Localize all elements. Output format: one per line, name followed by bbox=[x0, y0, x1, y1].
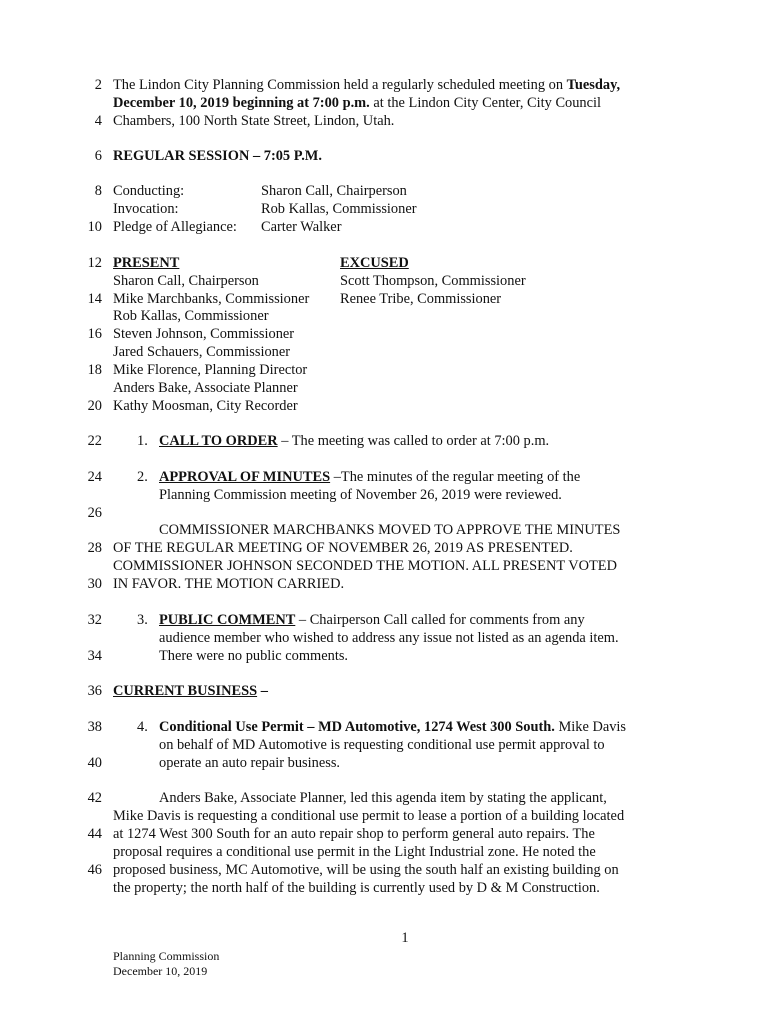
line-number: 26 bbox=[87, 505, 102, 521]
role-label: Pledge of Allegiance: bbox=[113, 219, 237, 235]
item-line: operate an auto repair business. bbox=[159, 755, 341, 771]
excused-name: Scott Thompson, Commissioner bbox=[340, 273, 526, 289]
present-name: Mike Marchbanks, Commissioner bbox=[113, 291, 310, 307]
item-text: –The minutes of the regular meeting of the bbox=[330, 469, 581, 485]
line-number: 40 bbox=[87, 755, 102, 771]
intro-line: Chambers, 100 North State Street, Lindon, Utah. bbox=[113, 113, 395, 129]
line-number: 14 bbox=[87, 291, 102, 307]
item-line bbox=[159, 611, 585, 629]
item-text: Mike Davis bbox=[554, 719, 627, 735]
role-label: Conducting: bbox=[113, 183, 185, 199]
item-line bbox=[159, 718, 626, 736]
line-number: 2 bbox=[94, 77, 102, 93]
current-business-heading bbox=[113, 682, 268, 700]
regular-session-heading: REGULAR SESSION – 7:05 P.M. bbox=[113, 148, 322, 164]
excused-heading: EXCUSED bbox=[340, 255, 409, 271]
role-label: Invocation: bbox=[113, 201, 179, 217]
item-number: 3. bbox=[137, 612, 148, 628]
paragraph-line: Anders Bake, Associate Planner, led this agenda item by stating the applicant, bbox=[159, 790, 607, 806]
line-number: 8 bbox=[94, 183, 102, 199]
line-number: 42 bbox=[87, 790, 102, 806]
present-name: Sharon Call, Chairperson bbox=[113, 273, 259, 289]
role-value: Rob Kallas, Commissioner bbox=[261, 201, 417, 217]
intro-text: at the Lindon City Center, City Council bbox=[369, 95, 602, 111]
paragraph-line: the property; the north half of the building is currently used by D & M Construction. bbox=[113, 880, 600, 896]
intro-line bbox=[113, 94, 601, 112]
item-text: – The meeting was called to order at 7:00 p.m. bbox=[277, 433, 550, 449]
item-text: – Chairperson Call called for comments from any bbox=[295, 612, 585, 628]
item-line: Planning Commission meeting of November 26, 2019 were reviewed. bbox=[159, 487, 562, 503]
section-title: CURRENT BUSINESS bbox=[113, 683, 258, 699]
item-title: PUBLIC COMMENT bbox=[159, 612, 296, 628]
item-line: There were no public comments. bbox=[159, 648, 349, 664]
present-name: Steven Johnson, Commissioner bbox=[113, 326, 295, 342]
motion-line: COMMISSIONER JOHNSON SECONDED THE MOTION. ALL PRESENT VOTED bbox=[113, 558, 617, 574]
line-number: 6 bbox=[94, 148, 102, 164]
line-number: 18 bbox=[87, 362, 102, 378]
role-value: Carter Walker bbox=[261, 219, 342, 235]
present-name: Mike Florence, Planning Director bbox=[113, 362, 308, 378]
line-number: 32 bbox=[87, 612, 102, 628]
item-title: CALL TO ORDER bbox=[159, 433, 278, 449]
meeting-day: Tuesday, bbox=[566, 77, 621, 93]
line-number: 38 bbox=[87, 719, 102, 735]
motion-line: OF THE REGULAR MEETING OF NOVEMBER 26, 2019 AS PRESENTED. bbox=[113, 540, 573, 556]
item-number: 1. bbox=[137, 433, 148, 449]
item-title: APPROVAL OF MINUTES bbox=[159, 469, 331, 485]
footer-date: December 10, 2019 bbox=[113, 964, 208, 978]
present-name: Anders Bake, Associate Planner bbox=[113, 380, 298, 396]
line-number: 44 bbox=[87, 826, 102, 842]
paragraph-line: Mike Davis is requesting a conditional use permit to lease a portion of a building located bbox=[113, 808, 625, 824]
paragraph-line: proposed business, MC Automotive, will be using the south half an existing building on bbox=[113, 862, 619, 878]
section-suffix: – bbox=[257, 683, 268, 699]
line-number: 10 bbox=[87, 219, 102, 235]
line-number: 20 bbox=[87, 398, 102, 414]
item-number: 2. bbox=[137, 469, 148, 485]
line-number: 34 bbox=[87, 648, 102, 664]
line-number: 30 bbox=[87, 576, 102, 592]
present-heading: PRESENT bbox=[113, 255, 180, 271]
line-number: 24 bbox=[87, 469, 102, 485]
excused-name: Renee Tribe, Commissioner bbox=[340, 291, 502, 307]
role-value: Sharon Call, Chairperson bbox=[261, 183, 407, 199]
item-line: audience member who wished to address any issue not listed as an agenda item. bbox=[159, 630, 619, 646]
line-number: 16 bbox=[87, 326, 102, 342]
paragraph-line: proposal requires a conditional use permit in the Light Industrial zone. He noted the bbox=[113, 844, 596, 860]
motion-line: IN FAVOR. THE MOTION CARRIED. bbox=[113, 576, 345, 592]
intro-line bbox=[113, 76, 620, 94]
present-name: Jared Schauers, Commissioner bbox=[113, 344, 291, 360]
item-line bbox=[159, 432, 549, 450]
meeting-date-time: December 10, 2019 beginning at 7:00 p.m. bbox=[113, 95, 370, 111]
present-name: Rob Kallas, Commissioner bbox=[113, 308, 269, 324]
line-number: 4 bbox=[94, 113, 102, 129]
line-number: 28 bbox=[87, 540, 102, 556]
paragraph-line: at 1274 West 300 South for an auto repair shop to perform general auto repairs. The bbox=[113, 826, 595, 842]
page-number: 1 bbox=[401, 930, 409, 946]
item-line bbox=[159, 468, 580, 486]
motion-line: COMMISSIONER MARCHBANKS MOVED TO APPROVE THE MINUTES bbox=[159, 522, 621, 538]
line-number: 46 bbox=[87, 862, 102, 878]
line-number: 22 bbox=[87, 433, 102, 449]
item-line: on behalf of MD Automotive is requesting conditional use permit approval to bbox=[159, 737, 605, 753]
intro-text: The Lindon City Planning Commission held a regularly scheduled meeting on bbox=[113, 77, 567, 93]
line-number: 36 bbox=[87, 683, 102, 699]
item-title: Conditional Use Permit – MD Automotive, 1274 West 300 South. bbox=[159, 719, 555, 735]
item-number: 4. bbox=[137, 719, 148, 735]
footer-title: Planning Commission bbox=[113, 949, 220, 963]
line-number: 12 bbox=[87, 255, 102, 271]
present-name: Kathy Moosman, City Recorder bbox=[113, 398, 298, 414]
